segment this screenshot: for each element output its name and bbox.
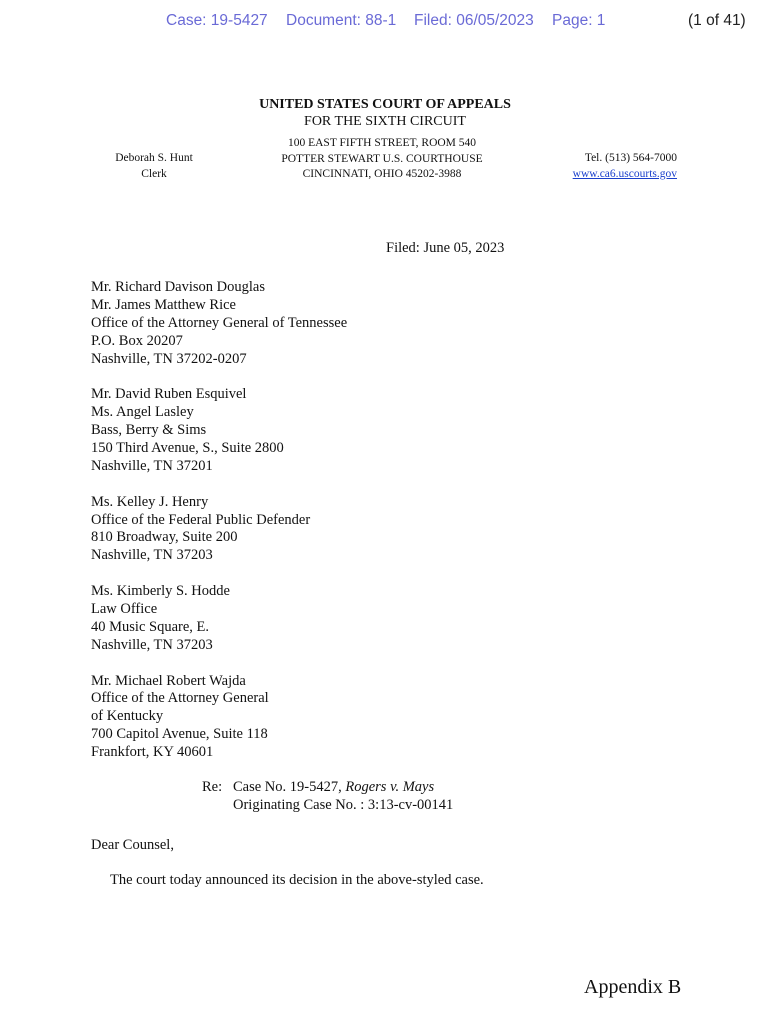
recipient-line: Law Office bbox=[91, 600, 158, 617]
recipient-list bbox=[91, 279, 347, 780]
clerk-name: Deborah S. Hunt bbox=[115, 152, 193, 164]
filed-date: Filed: June 05, 2023 bbox=[386, 240, 505, 256]
recipient-line: 700 Capitol Avenue, Suite 118 bbox=[91, 726, 268, 743]
recipient-block bbox=[91, 673, 347, 763]
court-circuit: FOR THE SIXTH CIRCUIT bbox=[304, 114, 466, 129]
recipient-line: Office of the Attorney General of Tennessee bbox=[91, 314, 348, 331]
recipient-line: 40 Music Square, E. bbox=[91, 618, 209, 635]
appendix-label: Appendix B bbox=[584, 976, 682, 998]
recipient-block bbox=[91, 386, 347, 476]
stamp-filed-date: Filed: 06/05/2023 bbox=[414, 12, 534, 29]
recipient-line: Office of the Federal Public Defender bbox=[91, 511, 311, 528]
case-reference bbox=[233, 779, 453, 797]
clerk-title: Clerk bbox=[141, 167, 167, 180]
re-details bbox=[233, 779, 453, 815]
address-line: CINCINNATI, OHIO 45202-3988 bbox=[302, 168, 462, 180]
court-website-link[interactable]: www.ca6.uscourts.gov bbox=[572, 167, 677, 180]
telephone: Tel. (513) 564-7000 bbox=[584, 152, 677, 164]
recipient-line: Frankfort, KY 40601 bbox=[91, 744, 214, 761]
court-address bbox=[232, 136, 532, 183]
stamp-page: Page: 1 bbox=[552, 12, 606, 29]
stamp-page-count: (1 of 41) bbox=[688, 12, 746, 29]
recipient-line: 150 Third Avenue, S., Suite 2800 bbox=[91, 440, 284, 457]
address-line: POTTER STEWART U.S. COURTHOUSE bbox=[281, 152, 483, 165]
clerk-block bbox=[100, 151, 208, 182]
salutation: Dear Counsel, bbox=[91, 837, 174, 853]
case-header-stamp bbox=[0, 12, 770, 34]
recipient-line: Nashville, TN 37203 bbox=[91, 547, 213, 564]
recipient-block bbox=[91, 494, 347, 566]
recipient-line: Office of the Attorney General bbox=[91, 690, 269, 707]
address-line: 100 EAST FIFTH STREET, ROOM 540 bbox=[287, 137, 477, 149]
recipient-line: Ms. Kelley J. Henry bbox=[91, 493, 209, 510]
recipient-line: 810 Broadway, Suite 200 bbox=[91, 529, 238, 546]
stamp-document: Document: 88-1 bbox=[286, 12, 397, 29]
recipient-line: Nashville, TN 37202-0207 bbox=[91, 350, 247, 367]
recipient-line: Ms. Angel Lasley bbox=[91, 404, 194, 421]
recipient-line: Nashville, TN 37201 bbox=[91, 457, 213, 474]
stamp-case-number: Case: 19-5427 bbox=[166, 12, 268, 29]
originating-case: Originating Case No. : 3:13-cv-00141 bbox=[233, 796, 454, 813]
court-name: UNITED STATES COURT OF APPEALS bbox=[259, 97, 511, 112]
recipient-line: Ms. Kimberly S. Hodde bbox=[91, 583, 230, 600]
contact-block bbox=[540, 151, 677, 182]
recipient-line: Mr. Michael Robert Wajda bbox=[91, 672, 246, 689]
recipient-block bbox=[91, 279, 347, 369]
letter-body: The court today announced its decision in the above-styled case. bbox=[110, 872, 484, 888]
recipient-line: Bass, Berry & Sims bbox=[91, 422, 207, 439]
recipient-line: Mr. James Matthew Rice bbox=[91, 296, 236, 313]
recipient-line: of Kentucky bbox=[91, 708, 164, 725]
recipient-block bbox=[91, 583, 347, 655]
case-number: Case No. 19-5427, bbox=[233, 779, 346, 795]
re-label: Re: bbox=[202, 779, 223, 795]
recipient-line: Mr. David Ruben Esquivel bbox=[91, 386, 247, 403]
case-title: Rogers v. Mays bbox=[345, 779, 435, 795]
recipient-line: P.O. Box 20207 bbox=[91, 332, 183, 349]
recipient-line: Nashville, TN 37203 bbox=[91, 636, 213, 653]
recipient-line: Mr. Richard Davison Douglas bbox=[91, 279, 265, 295]
